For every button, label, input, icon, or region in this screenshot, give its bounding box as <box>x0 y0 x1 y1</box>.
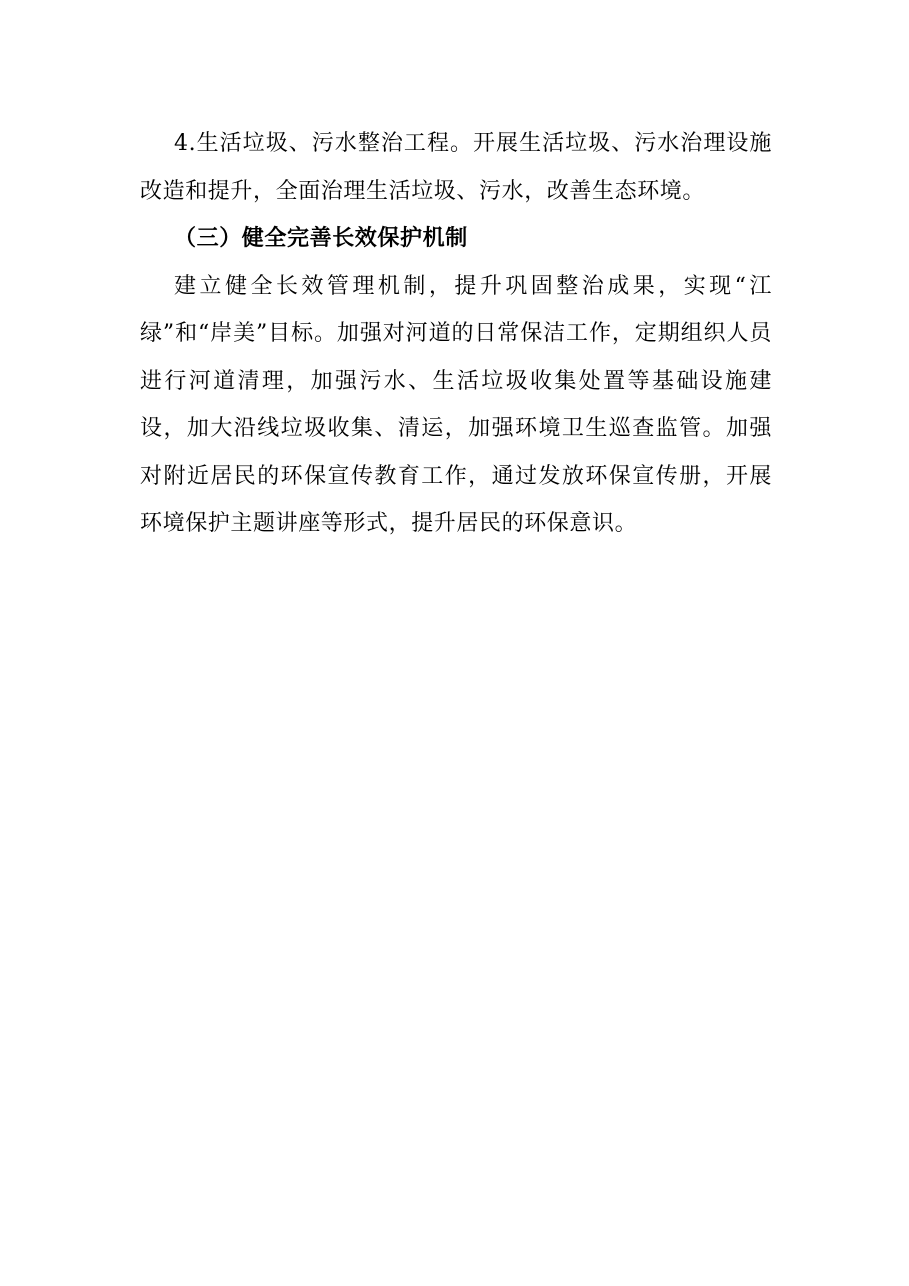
section-heading-protection-mechanism: （三）健全完善长效保护机制 <box>174 226 468 251</box>
document-body <box>140 120 772 548</box>
paragraph-garbage-sewage-project: 4.生活垃圾、污水整治工程。开展生活垃圾、污水治理设施改造和提升，全面治理生活垃圾、污水，改善生态环境。 <box>140 131 772 204</box>
paragraph-long-term-mechanism: 建立健全长效管理机制，提升巩固整治成果，实现“江绿”和“岸美”目标。加强对河道的日常保洁工作，定期组织人员进行河道清理，加强污水、生活垃圾收集处置等基础设施建设，加大沿线垃圾收集、清运，加强环境卫生巡查监管。加强对附近居民的环保宣传教育工作，通过发放环保宣传册，开展环境保护主题讲座等形式，提升居民的环保意识。 <box>140 273 772 536</box>
